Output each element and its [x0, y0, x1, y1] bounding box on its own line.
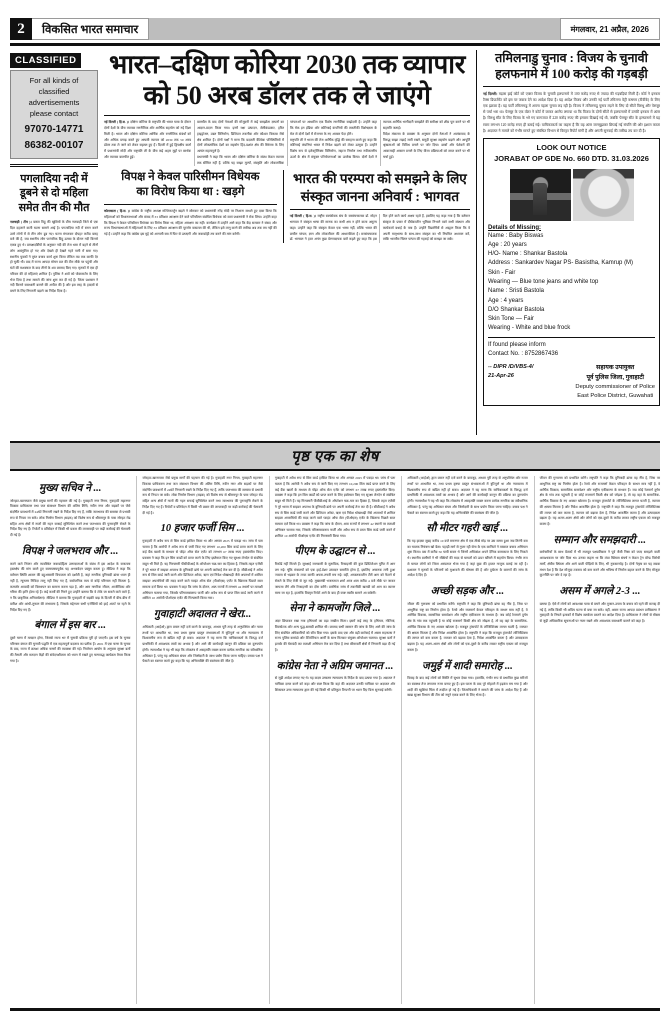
- jump-column-5: [534, 476, 660, 1004]
- page-bottom-rule: [10, 1008, 660, 1011]
- jump-column-1: [10, 476, 130, 1004]
- lon-subtitle: JORABAT OP GDE No. 660 DTD. 31.03.2026: [494, 153, 649, 163]
- secondary-b-rule: [290, 209, 470, 210]
- lead-para-0: दक्षिण कोरिया के राष्ट्रपति की भारत यात्रा के दौरान दोनों देशों के बीच व्यापक रणनीतिक और आर्थिक सहयोग को नई दिशा मिली है। भारत और दक्षिण कोरिया आर्थिक और रणनीतिक संबंधों को और अधिक प्रगाढ़ करते हुए आपसी व्यापार को 2030 तक 50 अरब डॉलर तक ले जाने को लेकर सहमत हुए हैं। दिल्ली में हुई द्विपक्षीय वार्ता में प्रधानमंत्री मोदी और राष्ट्रपति ली के बीच कई अहम मुद्दों पर सार्थक और व्यापक बातचीत हुई।: [104, 120, 191, 159]
- jump-head-0: मुख्य सचिव ने ...: [38, 483, 102, 494]
- secondary-a-headline-line-1: विपक्ष ने केवल पारिसीमन विधेयक: [121, 171, 260, 184]
- jump-head-2: 10 हजार फर्जी सिम ...: [160, 523, 245, 535]
- jump-right-head-2: अच्छी सड़क और ...: [430, 586, 505, 598]
- secondary-b-dateline: नई दिल्ली ( हि.स. )।: [289, 214, 317, 219]
- jump-right-head-0: सौ मीटर गहरी खाई ...: [426, 523, 509, 535]
- look-out-notice: [483, 138, 660, 406]
- lon-contact-number: Contact No. : 8752867436: [488, 351, 559, 358]
- lon-divider: [488, 337, 655, 338]
- jump-cont-3: जीवन की गुणवत्ता को प्रभावित करेंगे। राष्ट्रपति ने कहा कि बुनियादी ढांचा वह नींव है, जिस पर आधुनिक राष्ट्र का निर्माण होता है। रेलवे और राजमार्ग केवल परिवहन के साधन मात्र नहीं है, वे आर्थिक विकास, सामाजिक समावेशन और राष्ट्रीय एकीकरण के माध्यम हैं। जब कोई रेलमार्ग दुर्गम क्षेत्र के गांव तक पहुंचती है या कोई राजमार्ग किसी क्षेत्र को जोड़ता है, तो वह वहां के सामाजिक-आर्थिक विकास के नए अवसर खोलता है। मजबूत ट्रांसपोर्ट के लॉजिस्टिक्स लागत घटती है, व्यापार की क्षमता मिलता है और निवेश आकर्षित होता है। राष्ट्रपति ने कहा कि मजबूत ट्रांसपोर्ट लॉजिस्टिक्स की लागत को कम करता है, व्यापार को बढ़ावा देता है, निवेश आकर्षित करता है और उत्पादकता बढ़ाता है। यह अलग-अलग क्षेत्रों और लोगों को एक-दूसरे के करीब लाकर राष्ट्रीय एकता को मजबूत करता है।: [539, 476, 661, 526]
- classified-line-4: please contact: [29, 108, 79, 118]
- continuation-label: पृष्ठ एक का शेष: [291, 449, 379, 465]
- missing-person-photo-1: [510, 169, 571, 221]
- page-number: 2: [10, 18, 32, 40]
- classified-tag: CLASSIFIED: [10, 53, 81, 68]
- lon-photos: [509, 169, 634, 221]
- right-headline-rule: [483, 86, 660, 87]
- lead-para-4: विदेश मंत्रालय के प्रवक्ता के अनुसार दोनों नेताओं ने आतंकवाद के विरुद्ध साझा लड़ाई जारी रखने, समुद्री सुरक्षा सहयोग बढ़ाने और आपूर्ति श्रृंखलाओं को विविध बनाने पर जोर दिया। छात्रों और पेशेवरों की आवाजाही आसान बनाने के लिए वीजा प्रक्रियाओं को सरल करने पर भी चर्चा हुई।: [383, 131, 470, 159]
- secondary-b-headline-line-1: भारत की परम्परा को समझने के लिए: [293, 171, 467, 187]
- lead-para-3: राष्ट्रपति ली ने भारत की तेज आर्थिक वृद्धि की सराहना करते हुए कहा कि कोरियाई कंपनियां भारत में निवेश बढ़ाने को लेकर उत्सुक हैं। उन्होंने विशेष रूप से इलेक्ट्रॉनिक्स विनिर्माण, जहाज निर्माण तथा नवीकरणीय ऊर्जा के क्षेत्र में संयुक्त परियोजनाओं का उल्लेख किया। दोनों देशों ने व्यापक आर्थिक भागीदारी समझौते की समीक्षा को शीघ्र पूरा करने पर भी सहमति जताई।: [290, 120, 470, 159]
- left-story-body: [10, 220, 98, 295]
- jump-body-2: गुवाहाटी में अवैध रूप से सिम कार्ड हासिल किया था और अगस्त 2025 में पकड़ा था। जांच में पता चलता है कि आरोपी ने अवैध रूप से जारी किए गए लगभग 10,200 सिम कार्ड प्राप्त करने के लिए कई बैंक खातों के माध्यम से पॉइंट ऑफ सेल एजेंट को लगभग 67 लाख रुपए हस्तांतरित किए। प्रवक्ता ने कहा कि इन सिम कार्डों को प्राप्त करने के लिए इस्तेमाल किए गए सुरक्षा लेनदेन से संबंधित सबूत भी मिले हैं। यह गिरफ्तारी पीसीबीआई के ऑपरेशन चक्र-चार का हिस्सा है, जिसके तहत एजेंसी ने पूरे भारत में साइबर अपराध के बुनियादी ढांचे पर अपनी कार्रवाई तेज कर दी है। सीबीआई ने अवैध रूप से सिम कार्ड जारी करने और डिजिटल अरेस्ट, ऋण एवं निवेश धोखाधड़ी जैसे अपराधों में शामिल साइबर अपराधियों की मदद करने वाले प्वाइंट ऑफ सेल (पीओएस) एजेंट के खिलाफ पिछले साल मामला दर्ज किया था। प्रवक्ता ने कहा कि जांच के दौरान, आठ राज्यों में लगभग 42 स्थानों पर तलाशी अभियान चलाया गया, जिसके परिणामस्वरूप फर्जी और अवैध रूप से प्राप्त सिम कार्ड जारी करने में शामिल 10 आरोपी पीओएस एजेंट की गिरफ्तारी किया गया।: [142, 538, 263, 601]
- jump-far-head-2: असम में अगले 2-3 ...: [559, 586, 641, 598]
- jump-column-2: [136, 476, 262, 1004]
- lon-footer: [488, 363, 655, 400]
- jump-right-body-0: कि यह हादसा सुबह करीब 10 बजे रामनगर क्षेत्र में एक तीखे मोड़ पर उस समय हुआ जब तिरंगी वस का चालक नियंत्रण खो बैठा। पहाड़ी मार्ग से गुजर रही सेना के एक काफिले ने तत्काल बचाव अभियान शुरू किया। बस में करीब 50 यात्री सवार थे जिनमें अधिकांश अपने दैनिक कामकाज के लिए निकले थे। स्थानीय ग्रामीणों ने भी रस्सियों की मदद से घायलों को ऊपर खींचने में सहयोग किया। गंभीर रूप से घायल लोगों को जिला अस्पताल भेजा गया है जहां कुछ की हालत नाजुक बताई जा रही है। प्रशासन ने मृतकों के परिजनों को मुआवजे की घोषणा की है और दुर्घटना के कारणों की जांच के आदेश दे दिए हैं।: [407, 538, 528, 578]
- lon-sign-hindi-1: सहायक उपायुक्त: [596, 364, 635, 372]
- classified-phone-2: 86382-00107: [24, 140, 84, 151]
- secondary-b-body: [290, 214, 470, 243]
- jump-cont-1: गुवाहाटी में अवैध रूप से सिम कार्ड हासिल किया था और अगस्त 2025 में पकड़ा था। जांच में पता चलता है कि आरोपी ने अवैध रूप से जारी किए गए लगभग 10,200 सिम कार्ड प्राप्त करने के लिए कई बैंक खातों के माध्यम से पॉइंट ऑफ सेल एजेंट को लगभग 67 लाख रुपए हस्तांतरित किए। प्रवक्ता ने कहा कि इन सिम कार्डों को प्राप्त करने के लिए इस्तेमाल किए गए सुरक्षा लेनदेन से संबंधित सबूत भी मिले हैं। यह गिरफ्तारी पीसीबीआई के ऑपरेशन चक्र-चार का हिस्सा है, जिसके तहत एजेंसी ने पूरे भारत में साइबर अपराध के बुनियादी ढांचे पर अपनी कार्रवाई तेज कर दी है। सीबीआई ने अवैध रूप से सिम कार्ड जारी करने और डिजिटल अरेस्ट, ऋण एवं निवेश धोखाधड़ी जैसे अपराधों में शामिल साइबर अपराधियों की मदद करने वाले प्वाइंट ऑफ सेल (पीओएस) एजेंट के खिलाफ पिछले साल मामला दर्ज किया था। प्रवक्ता ने कहा कि जांच के दौरान, आठ राज्यों में लगभग 42 स्थानों पर तलाशी अभियान चलाया गया, जिसके परिणामस्वरूप फर्जी और अवैध रूप से प्राप्त सिम कार्ड जारी करने में शामिल 10 आरोपी पीओएस एजेंट की गिरफ्तारी किया गया।: [274, 476, 396, 538]
- right-column: [476, 50, 660, 435]
- classified-line-3: advertisements: [28, 97, 80, 107]
- jump-column-3: [269, 476, 395, 1004]
- lon-p1-line-3: Address : Sankardev Nagar PS- Basistha, Kamrup (M): [488, 260, 634, 267]
- jump-right-body-3: अंदर छिपाकर रखा गया हथियारों का बड़ा जखीरा मिला। इसमें कई तरह के हथियार, गोलियां, विस्फोटक और अन्य युद्ध-सामग्री शामिल थी। बरामद सभी सामान की जांच के लिए आगे की जांच के लिए संबंधित अधिकारियों को सौंप दिया गया। इसके बाद एक और बड़ी कार्रवाई में असम राइफल्स ने राज्य पुलिस कमांडो और टेरिटोरियल आर्मी के साथ मिलकर संयुक्त ऑपरेशन चलाया। सुरक्षा बलों ने इलाके की घेराबंदी कर तलाशी अभियान तेज कर दिया है तथा सीमावर्ती क्षेत्रों में निगरानी बढ़ा दी गई है।: [274, 619, 396, 652]
- left-story-headline: पगलादिया नदी में डूबने से दो महिला समेत तीन की मौत: [18, 172, 90, 215]
- secondary-story-a: [104, 170, 277, 243]
- classified-line-1: For all kinds of: [29, 76, 79, 85]
- lead-headline-line-1: भारत–दक्षिण कोरिया 2030 तक व्यापार: [108, 50, 466, 79]
- lon-p2-line-0: Name : Sristi Bastola: [488, 288, 545, 295]
- left-divider: [10, 164, 98, 167]
- lead-story-column: [104, 50, 470, 435]
- lon-p2-line-1: Age : 4 years: [488, 297, 524, 304]
- jump-right-body-4: से जुड़ी आदेश लगाए गए थे। यह कदम उच्चतम न्यायालय के निर्देश के बाद उठाया गया है। अदालत ने याचिका दायर करने को कहा और स्पष्ट किया कि वहां की अदालत उनकी याचिका पर अदालत और शिकायत उच्च न्यायालय द्वारा की गई किसी भी प्रतिकूल टिप्पणी पर ध्यान दिए बिना सुनवाई करेगी।: [274, 676, 396, 692]
- lead-headline-line-2: को 50 अरब डॉलर तक ले जाएंगे: [143, 80, 431, 110]
- lon-details-label: Details of Missing:: [488, 224, 542, 231]
- lon-sign-en-2: East Police District, Guwahati: [577, 392, 654, 399]
- lead-headline: [104, 50, 470, 111]
- lon-signature: [575, 363, 655, 400]
- jump-body-4: दूसरे चरण में मतदान होगा, जिससे राज्य भर में चुनावी प्रक्रिया पूरी हो जाएगी। इस वर्ष के चुनाव परिणाम बंगाल की चुनावी पद्धति में एक महत्वपूर्ण बदलाव का प्रतीक हैं। 2001 में एक चरण के चुनाव के बाद, राज्य में क्रमशः अधिक चरणों की व्यवस्था की गई। निर्वाचन आयोग के अनुसार सुरक्षा बलों की तैनाती और मतदान केंद्रों की संवेदनशीलता को ध्यान में रखते हुए चरणबद्ध कार्यक्रम तैयार किया गया है।: [10, 635, 131, 663]
- right-story-dateline: नई दिल्ली।: [483, 92, 498, 96]
- masthead-filler: [149, 18, 559, 40]
- lon-p1-line-4: Skin - Fair: [488, 269, 516, 276]
- lon-title: LOOK OUT NOTICE: [536, 142, 607, 152]
- jump-far-body-0: कर्मचारियों के साथ बैठकों में भी मजबूत पक्षप्रतिकार ने पूर्व जैसी निष्ठा को जल्द समझने वाली आवश्यकता पर जोर दिया था। उनका कहना था कि लंबा खिंचता संघर्ष न केवल ट्रेन बॉन्ड विरोधी मार्गों, क्षेत्रीय स्थिरता और आगे बाली पीढ़ियों के लिए, भी नुकसानदेह है। दोनों नेतृत्व का यह सबक मंथन देश है कि देश मौजूदा टकराव को कम करने और भविष्य में निर्माण बहाल करने के लिए मौजूदा कूटनीति पर जोर दे रहा है।: [539, 550, 661, 578]
- jump-body-3: अधिकारी (आईओ) द्वारा बयान नहीं दर्ज करने के बावजूद, आधार पूरी तरह से अनुपस्थित और गलत तथ्यों पर आधारित था, तथा प्रथम दृष्टया प्रस्तुत संभावनाओं में त्रुटिपूर्ण था और न्यायालय में विश्वसनीय रूप से खंडित नहीं हो सका। अदालत ने यह माना कि याचिकाकर्ता के विरुद्ध दर्ज प्राथमिकी में आवश्यक तत्वों का अभाव है और आगे की कार्यवाही कानून की प्रक्रिया का दुरुपयोग होगी। न्यायाधीश ने यह भी कहा कि लोकतंत्र में असहमति व्यक्त करना प्रत्येक नागरिक का संवैधानिक अधिकार है, परंतु यह अधिकार संयम और जिम्मेदारी के साथ प्रयोग किया जाना चाहिए। बचाव पक्ष ने फैसले का स्वागत करते हुए कहा कि यह अभिव्यक्ति की स्वतंत्रता की जीत है।: [142, 624, 263, 664]
- lon-p2-line-2: D/O Shankar Bastola: [488, 306, 545, 313]
- jump-right-body-1: रिकॉर्ड नहीं मिलते हैं। सुरक्षाई जानकारी के मुताबिक, रिफाइनरी की कुल डिस्टिलेशन यूनिट में आग लग गई। चूंकि मंत्रालयों को एक हाई-प्रेशर उत्पादन समाप्ति होना है, इसलिए अचानक लगी हुआ ज्वाला से भड़कर के लपट काफी अफरा-तफरी मच गई। वहीं, आपातकालीन टीमें आग को फैलने से रोकने के लिए तेजी से जुट गईं। मुख्यमंत्री भजनलाल शर्मा आज शाम करीब 4 बजे मौके पर जाकर जायजा लेंगे और रिफाइनरी का दौरा करेंगे। प्रारंभिक जांच में तकनीकी खराबी को आग का कारण माना जा रहा है, हालांकि विस्तृत रिपोर्ट आने के बाद ही स्पष्ट तस्वीर सामने आ सकेगी।: [274, 561, 396, 595]
- continuation-band: [10, 441, 660, 471]
- lead-dateline: नई दिल्ली ( हि.स. )।: [104, 120, 130, 125]
- jump-column-4: [401, 476, 527, 1004]
- right-story-headline: [483, 50, 660, 82]
- lon-p1-line-2: H/O- Name : Shankar Bastola: [488, 251, 568, 258]
- jump-cont-0: जोरहाट-खानापारा जैसे प्रमुख मार्गों की पहचान की गई है। गुवाहाटी नगर निगम, गुवाहाटी महानगर विकास प्राधिकरण तथा जल संसाधन विभाग की अंतिम तिथि, नवीन नगर और सड़कों पर जैसे संदर्भित प्रावधानों में 24घंटे निगरानी रखने के निर्देश दिए गए हैं, ताकि जलभराव की समस्या से प्रभावी रूप से निपटा जा सके। लोक निर्माण विभाग (सड़क) को विशेष रूप से श्रीरामपुर के पास जोरहट रोड सहित अन्य क्षेत्रों में नालों की गहन सफाई सुनिश्चित करने तथा जलभराव की पुनरावृत्ति रोकने के निर्देश दिए गए हैं। रिपोर्टों व प्रतिवेदन में किसी भी प्रकार की लापरवाही पर कड़ी कार्रवाई की चेतावनी दी गई है।: [142, 476, 263, 515]
- lon-contact-label: If found please inform: [488, 341, 546, 348]
- secondary-a-body: [104, 209, 277, 238]
- lon-p1-line-0: Name : Baby Biswas: [488, 232, 544, 239]
- lead-headline-rule: [104, 115, 470, 116]
- secondary-b-text: राष्ट्रीय स्वयंसेवक संघ के सरसंघचालक डॉ. मोहन भागवत ने संस्कृत भाषा की मानक का कभी क्षय न होने वाला अमूल्य कहा। उन्होंने कहा कि संस्कृत केवल एक भाषा नहीं, बल्कि भारत की प्राचीन परंपरा, ज्ञान और लोकजीवन की आधारशिला है। सरसंघचालक डॉ. भागवत ने हाल अनंत कुछ प्रेरणादायक बातें कहते हुए कहा कि इस दिन होने वाले कार्य अक्षय रहते हैं, इसलिए यह कहा गया है कि वर्तमान संस्कृत के प्रचार में दीर्घकालीन भूमिका निभाने वाले सभी संस्थान और कार्यकर्ता बधाई के पात्र हैं। उन्होंने विद्यार्थियों से आह्वान किया कि वे अपनी मातृभाषा के साथ-साथ संस्कृत का भी नियमित अध्ययन करें, ताकि भारतीय चिंतन परंपरा की गहराई को समझा जा सके।: [289, 214, 470, 242]
- secondary-a-dateline: कोलकाता ( हि.स. )।: [104, 209, 131, 214]
- secondary-a-headline-line-2: का विरोध किया था : खड़गे: [136, 186, 245, 199]
- secondary-b-headline: [290, 170, 470, 205]
- secondary-story-b: [283, 170, 470, 243]
- right-story-text: मद्रास हाई कोर्ट को एक्टर विजय के चुनावी हलफनामे में 100 करोड़ रुपए से ज्यादा की गड़बड़ियां मिली हैं। कोर्ट ने इनकम टैक्स डिपार्टमेंट को इस पर जवाब देने का आदेश दिया है। यह आदेश विजय और उनकी नई पार्टी तमिलगा वेट्री कषगम (टीवीके) के लिए एक झटका है। यह पार्टी तमिलनाडु में अपना पहला चुनाव लड़ रही है। विजय ने तमिलनाडु चुनाव लड़ने के लिए दो सीटों विरुधु और पेरम्बूर से पर्चा भरा था। पेरम्बूर के एक वोटर ने कोर्ट में जाकर आरोप लगाया था कि विजय के दोनों सीटों से हलफनामों में उनकी इनकम में अंतर है। विरुधु सीट के लिए विजय के भरे गए कागजात में 220 करोड़ रुपए की इनकम दिखाई गई थी, जबकि पेरम्बूर सीट के हलफनामे में यह रकम लगभग 120 करोड़ रुपए ही बताई गई। याचिकाकर्ता का कहना है कि यह अंतर जानबूझकर छिपाई गई संपत्ति की ओर इशारा करता है। अदालत ने मामले को गंभीर मानते हुए संबंधित विभाग से विस्तृत रिपोर्ट मांगी है और अगली सुनवाई की तारीख तय कर दी है।: [483, 92, 660, 133]
- secondary-a-text: कांग्रेस के राष्ट्रीय अध्यक्ष मल्लिकार्जुन खड़गे ने सोमवार को प्रधानमंत्री नरेंद्र मोदी पर निशाना साधते हुए दावा किया कि महिलाओं को विधानसभाओं और संसद में 33 प्रतिशत आरक्षण देने वाले परिसीमन संबंधित विधेयक को स्वयं प्रधानमंत्री ने रोक लिया। उन्होंने कहा कि विपक्ष ने केवल परिसीमन विधेयक का विरोध किया था, महिला आरक्षण का नहीं। कार्यक्रम में उन्होंने आगे कहा कि केंद्र सरकार ने संसद और राज्य विधानसभाओं में महिलाओं के लिए 33 प्रतिशत आरक्षण की पूरजोर वकालत की थी, लेकिन इसे लागू करने की तारीख अब तक तय नहीं की गई है। उन्होंने कहा कि कांग्रेस इस मुद्दे को आगामी सत्र में फिर से उठाएगी और जवाबदेही तय करने की मांग करेगी।: [104, 209, 277, 237]
- masthead-rule: [10, 43, 660, 46]
- secondary-stories-band: [104, 170, 470, 243]
- jump-body-0: जोरहाट-खानापारा जैसे प्रमुख मार्गों की पहचान की गई है। गुवाहाटी नगर निगम, गुवाहाटी महानगर विकास प्राधिकरण तथा जल संसाधन विभाग की अंतिम तिथि, नवीन नगर और सड़कों पर जैसे संदर्भित प्रावधानों में 24घंटे निगरानी रखने के निर्देश दिए गए हैं, ताकि जलभराव की समस्या से प्रभावी रूप से निपटा जा सके। लोक निर्माण विभाग (सड़क) को विशेष रूप से श्रीरामपुर के पास जोरहट रोड सहित अन्य क्षेत्रों में नालों की गहन सफाई सुनिश्चित करने तथा जलभराव की पुनरावृत्ति रोकने के निर्देश दिए गए हैं। रिपोर्टों व प्रतिवेदन में किसी भी प्रकार की लापरवाही पर कड़ी कार्रवाई की चेतावनी दी गई है।: [10, 498, 131, 538]
- jump-right-head-1: पीएम के उद्घाटन से ...: [294, 546, 376, 558]
- paper-name: विकसित भारत समाचार: [32, 18, 149, 40]
- lon-ref-code: -- DIPR /D/VBS-4/: [488, 364, 534, 371]
- classified-phone-1: 97070-14771: [24, 123, 84, 135]
- jump-cont-2: अधिकारी (आईओ) द्वारा बयान नहीं दर्ज करने के बावजूद, आधार पूरी तरह से अनुपस्थित और गलत तथ्यों पर आधारित था, तथा प्रथम दृष्टया प्रस्तुत संभावनाओं में त्रुटिपूर्ण था और न्यायालय में विश्वसनीय रूप से खंडित नहीं हो सका। अदालत ने यह माना कि याचिकाकर्ता के विरुद्ध दर्ज प्राथमिकी में आवश्यक तत्वों का अभाव है और आगे की कार्यवाही कानून की प्रक्रिया का दुरुपयोग होगी। न्यायाधीश ने यह भी कहा कि लोकतंत्र में असहमति व्यक्त करना प्रत्येक नागरिक का संवैधानिक अधिकार है, परंतु यह अधिकार संयम और जिम्मेदारी के साथ प्रयोग किया जाना चाहिए। बचाव पक्ष ने फैसले का स्वागत करते हुए कहा कि यह अभिव्यक्ति की स्वतंत्रता की जीत है।: [407, 476, 528, 515]
- jump-head-3: गुवाहाटी अदालत ने खेरा...: [153, 609, 252, 621]
- jump-right-body-2: जीवन की गुणवत्ता को प्रभावित करेंगे। राष्ट्रपति ने कहा कि बुनियादी ढांचा वह नींव है, जिस पर आधुनिक राष्ट्र का निर्माण होता है। रेलवे और राजमार्ग केवल परिवहन के साधन मात्र नहीं है, वे आर्थिक विकास, सामाजिक समावेशन और राष्ट्रीय एकीकरण के माध्यम हैं। जब कोई रेलमार्ग दुर्गम क्षेत्र के गांव तक पहुंचती है या कोई राजमार्ग किसी क्षेत्र को जोड़ता है, तो वह वहां के सामाजिक-आर्थिक विकास के नए अवसर खोलता है। मजबूत ट्रांसपोर्ट के लॉजिस्टिक्स लागत घटती है, व्यापार की क्षमता मिलता है और निवेश आकर्षित होता है। राष्ट्रपति ने कहा कि मजबूत ट्रांसपोर्ट लॉजिस्टिक्स की लागत को कम करता है, व्यापार को बढ़ावा देता है, निवेश आकर्षित करता है और उत्पादकता बढ़ाता है। यह अलग-अलग क्षेत्रों और लोगों को एक-दूसरे के करीब लाकर राष्ट्रीय एकता को मजबूत करता है।: [407, 601, 528, 652]
- right-story-body: [483, 91, 660, 134]
- jump-right-head-3: सेना ने कामजोंग जिले ...: [289, 603, 381, 615]
- jump-far-body-2: बताया है। ऐसे में लोगों को आवश्यक यात्रा से बचने और तूफान-उपाय के बचाव को रहने की सलाह दी गई है, ताकि किसी भी अप्रिय घटना से बचा जा सके। वहीं, असम राज्य आपदा प्रबंधन प्राधिकरण ने गुवाहाटी के निचले इलाकों में विशेष सतर्कता बरतने का आदेश दिया है। प्राधिकरण ने लोगों से मौसम से जुड़ी अधिकारिक सूचनाओं पर नजर रखने और आवश्यक सावधानी बरतने को कहा है।: [539, 601, 661, 624]
- missing-person-photo-2: [573, 169, 634, 221]
- continuation-zone: [10, 476, 660, 1004]
- left-story-dateline: नलबाड़ी ( टीम )।: [10, 220, 32, 225]
- secondary-a-headline: [104, 170, 277, 200]
- jump-far-head-1: जमुई में शादी समारोह ...: [422, 660, 513, 672]
- top-zone: [10, 50, 660, 435]
- left-column: [10, 50, 98, 435]
- lead-para-1: बातचीत के बाद दोनों नेताओं की मौजूदगी में कई समझौता ज्ञापनों का आदान-प्रदान किया गया। इनमें रक्षा उत्पादन, सेमीकंडक्टर, हरित हाइड्रोजन, उन्नत विनिर्माण, डिजिटल तकनीक और कौशल विकास जैसे क्षेत्र शामिल हैं। दोनों पक्षों ने माना कि बदलती वैश्विक परिस्थितियों में दोनों लोकतांत्रिक देशों का सहयोग हिंद-प्रशांत क्षेत्र की स्थिरता के लिए अत्यंत महत्वपूर्ण है।: [197, 120, 284, 154]
- right-headline-line-1: तमिलनाडु चुनाव : विजय के चुनावी: [495, 51, 648, 65]
- secondary-a-rule: [104, 204, 277, 205]
- lon-sign-en-1: Deputy commissioner of Police: [575, 383, 655, 390]
- jump-body-1: करने वाले निरंतर और व्यवस्थित जवाबदेहिता उत्तरदाताओं के संबंध में इस आदेश के सफलता हस्तक्षेप की मांग करते हुए सामाजस्यपूर्वक यह अभ्यावेदन प्रस्तुत करता हूं। मीडिया ने कहा कि वर्तमान स्थिति शासन की बहुआयामी विफलता को दर्शाती है, जहां नागरिक बुनियादी ढांचा ध्यान ही नहीं है, न्यूनतम निविदा लागू नहीं किए गए हैं, सार्वजनिक व्यय से कोई परिणाम नहीं मिलता है, कमजोर आबादी को विस्थापन का सामना करना पड़ा है, और आम नागरिक जीवन, आजीविका और गरिमा की हानि होता रहे हैं। कई कार्यों की गिरने हुए उन्होंने बताया कि वे टोके जा सकने वाले वाले हैं, न कि प्राकृतिक अनिवार्यताएं। मीडिया ने बताया कि गुवाहाटी में सड़की बाढ़ के दिल्ली में बीच-बीच में बारिश और आंधी-तूफान की संभावना है, जिसके मद्देनजर सभी एजेंसियों को हाई अलर्ट पर रहने के निर्देश दिए गए हैं।: [10, 561, 131, 612]
- jump-far-body-1: विवाह के बाद कई लोगों को स्थिति में सुधार देखा गया। हालांकि, गंभीर रूप से प्रभावित कुछ मरीजों का स्वास्थ्य तेज लगातार नजर बनाए हुए हैं। इस घटना के बाद पूरे मोहल्ले में हड़कंप मच गया है और शादी की खुशियां चिंता में तब्दील हो गई हैं। जिलाधिकारी ने मामले की जांच के आदेश दिए हैं और खाद्य सुरक्षा विभाग की टीम को नमूने एकत्र करने के लिए भेजा है।: [407, 676, 528, 698]
- masthead: [10, 18, 660, 40]
- jump-head-1: विपक्ष ने जलभराव और ...: [21, 545, 119, 557]
- lon-p2-line-4: Wearing - White and blue frock: [488, 325, 571, 332]
- classified-box: [10, 70, 98, 159]
- lead-story-body: [104, 120, 470, 166]
- lon-p1-line-1: Age : 20 years: [488, 241, 527, 248]
- classified-line-2: classified: [38, 86, 70, 96]
- jump-far-head-0: सम्मान और समझदारी ...: [553, 534, 647, 546]
- lon-sign-hindi-2: पूर्व पुलिस जिला, गुवाहाटी: [586, 373, 644, 381]
- lon-p1-line-5: Wearing — Blue tone jeans and white top: [488, 279, 599, 285]
- right-headline-line-2: हलफनामे में 100 करोड़ की गड़बड़ी: [495, 67, 648, 81]
- publication-date: मंगलवार, 21 अप्रैल, 2026: [560, 18, 660, 40]
- lon-ref-date: 21-Apr-26: [488, 372, 514, 379]
- lon-p2-line-3: Skin Tone — Fair: [488, 316, 534, 323]
- left-story-text: बकरा विहू की खुशियों के बीच नलबाड़ी जिले से एक दिल दहलाने वाली घटना सामने आई है। पगलादिया नदी में स्नान करने उतरे लोगों में से तीन लोग डूब गए। घटना मंगलवार दोपहर करीब बारह बजे की है, जब स्थानीय लोग पारंपरिक बिहू उत्सव के दौरान नदी किनारे एकत्र हुए थे। प्रत्यक्षदर्शियों के अनुसार नदी की तेज धारा में बहने से तीनों लोग असंतुलित हो गए और देखते ही देखते गहरे पानी में समा गए। स्थानीय युवकों ने तुरंत बचाव कार्य शुरू किया लेकिन तब तक काफी देर हो चुकी थी। बाद में राज्य आपदा मोचन बल की टीम मौके पर पहुंची और घंटों की मशक्कत के बाद तीनों के शव बरामद किए गए। मृतकों में एक ही परिवार की दो महिलाएं शामिल हैं। पुलिस ने शवों को पोस्टमार्टम के लिए भेज दिया है तथा मामले की जांच शुरू कर दी गई है। जिला प्रशासन ने नदी किनारे सावधानी बरतने की अपील की है और इस तरह के हादसों से बचने के लिए निगरानी बढ़ाने का निर्देश दिया है।: [10, 220, 98, 294]
- lon-reference: [488, 363, 533, 400]
- jump-head-4: बंगाल में इस बार ...: [34, 620, 107, 632]
- lead-para-2: प्रधानमंत्री ने कहा कि भारत और दक्षिण कोरिया के संबंध केवल व्यापार तक सीमित नहीं हैं, बल्कि यह साझा मूल्यों, संस्कृति और लोकतांत्रिक परंपराओं पर आधारित एक विशेष रणनीतिक साझेदारी है। उन्होंने कहा कि मेक इन इंडिया और कोरियाई कंपनियों की तकनीकी विशेषज्ञता के मेल से दोनों देशों में रोजगार के नए अवसर पैदा होंगे।: [197, 120, 377, 165]
- jump-right-head-4: कांग्रेस नेता ने अग्रिम जमानत ...: [276, 660, 394, 672]
- secondary-b-headline-line-2: संस्कृत जानना अनिवार्य : भागवत: [300, 188, 460, 204]
